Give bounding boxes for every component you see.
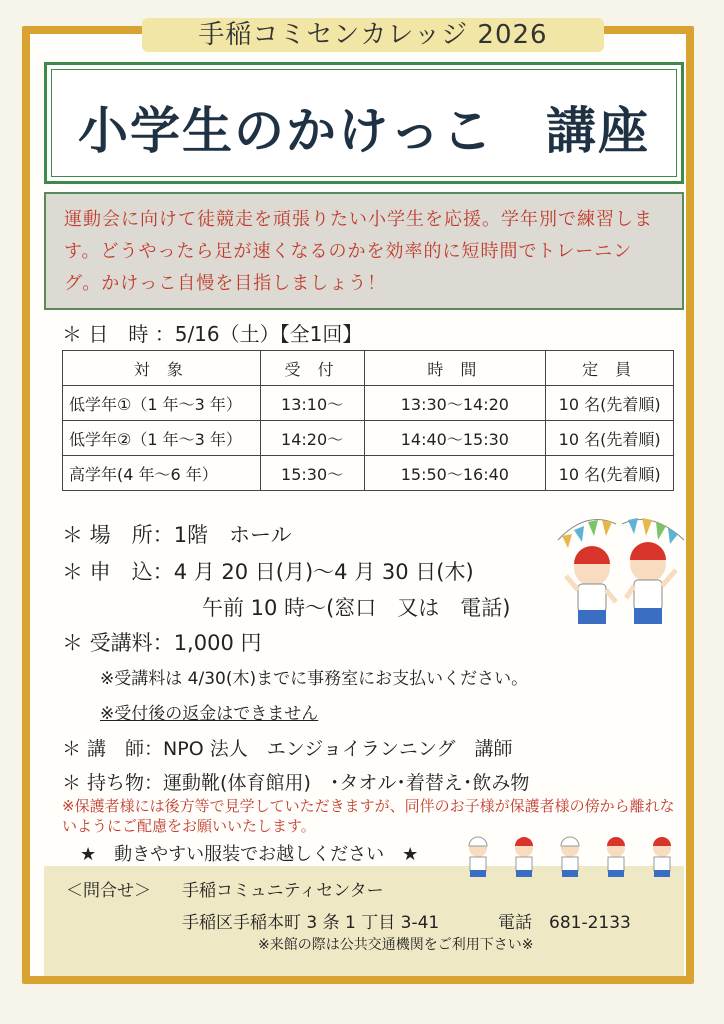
instructor-value: NPO 法人 エンジョイランニング 講師 — [163, 738, 513, 760]
page-title: 小学生のかけっこ 講座 — [78, 102, 650, 160]
cell-time: 15:50～16:40 — [364, 456, 546, 491]
instructor-line — [62, 734, 512, 761]
contact-org: 手稲コミュニティセンター — [182, 881, 384, 901]
refund-note: ※受付後の返金はできません — [100, 704, 319, 724]
header-time: 時 間 — [364, 351, 546, 386]
contact-label: ＜問合せ＞ — [66, 881, 151, 901]
cell-target: 高学年(4 年～6 年） — [63, 456, 261, 491]
items-line — [62, 768, 529, 795]
cell-time: 14:40～15:30 — [364, 421, 546, 456]
fee-line — [62, 627, 261, 657]
cell-target: 低学年①（1 年～3 年） — [63, 386, 261, 421]
fee-note: ※受講料は 4/30(木)までに事務室にお支払いください。 — [100, 669, 529, 689]
apply-label: ＊ 申 込： — [62, 560, 174, 584]
cell-reception: 14:20～ — [260, 421, 364, 456]
running-kids-icon — [458, 836, 694, 884]
items-label: ＊ 持ち物： — [62, 772, 164, 794]
table-header-row — [63, 351, 674, 386]
contact-address: 手稲区手稲本町 3 条 1 丁目 3-41 — [182, 913, 440, 933]
title-box — [44, 62, 684, 184]
date-label: ＊ 日 時 ： — [62, 322, 175, 346]
fee-value: 1,000 円 — [173, 631, 262, 655]
cell-capacity: 10 名(先着順) — [546, 421, 674, 456]
contact-tel: 電話 681-2133 — [498, 913, 631, 933]
header-capacity: 定 員 — [546, 351, 674, 386]
cell-reception: 13:10～ — [260, 386, 364, 421]
cheering-kids-icon — [562, 540, 682, 632]
date-value: 5/16（土）【全1回】 — [174, 322, 363, 346]
apply-method: 午前 10 時～(窓口 又は 電話) — [202, 596, 511, 620]
cell-reception: 15:30～ — [260, 456, 364, 491]
header-reception: 受 付 — [260, 351, 364, 386]
series-title: 手稲コミセンカレッジ 2026 — [142, 18, 604, 52]
intro-text: 運動会に向けて徒競走を頑張りたい小学生を応援。学年別で練習します。どうやったら足が速くなるのかを効率的に短時間でトレーニング。かけっこ自慢を目指しましょう！ — [44, 192, 684, 310]
table-row — [63, 421, 674, 456]
place-line — [62, 519, 292, 549]
access-note: ※来館の際は公共交通機関をご利用下さい※ — [258, 937, 534, 953]
cell-target: 低学年②（1 年～3 年） — [63, 421, 261, 456]
items-value: 運動靴(体育館用) ･タオル･着替え･飲み物 — [163, 772, 530, 794]
apply-line — [62, 556, 474, 586]
cell-capacity: 10 名(先着順) — [546, 386, 674, 421]
clothing-note: ★ 動きやすい服装でお越しください ★ — [80, 844, 419, 865]
fee-label: ＊ 受講料： — [62, 631, 174, 655]
header-target: 対 象 — [63, 351, 261, 386]
date-line — [62, 318, 362, 347]
table-row — [63, 456, 674, 491]
apply-period: 4 月 20 日(月)～4 月 30 日(木) — [173, 560, 474, 584]
place-value: 1階 ホール — [173, 523, 292, 547]
cell-time: 13:30～14:20 — [364, 386, 546, 421]
guardian-note: ※保護者様には後方等で見学していただきますが、同伴のお子様が保護者様の傍から離れないようにご配慮をお願いいたします。 — [62, 797, 675, 835]
table-row — [63, 386, 674, 421]
instructor-label: ＊ 講 師： — [62, 738, 164, 760]
place-label: ＊ 場 所： — [62, 523, 174, 547]
cell-capacity: 10 名(先着順) — [546, 456, 674, 491]
schedule-table — [62, 350, 674, 491]
